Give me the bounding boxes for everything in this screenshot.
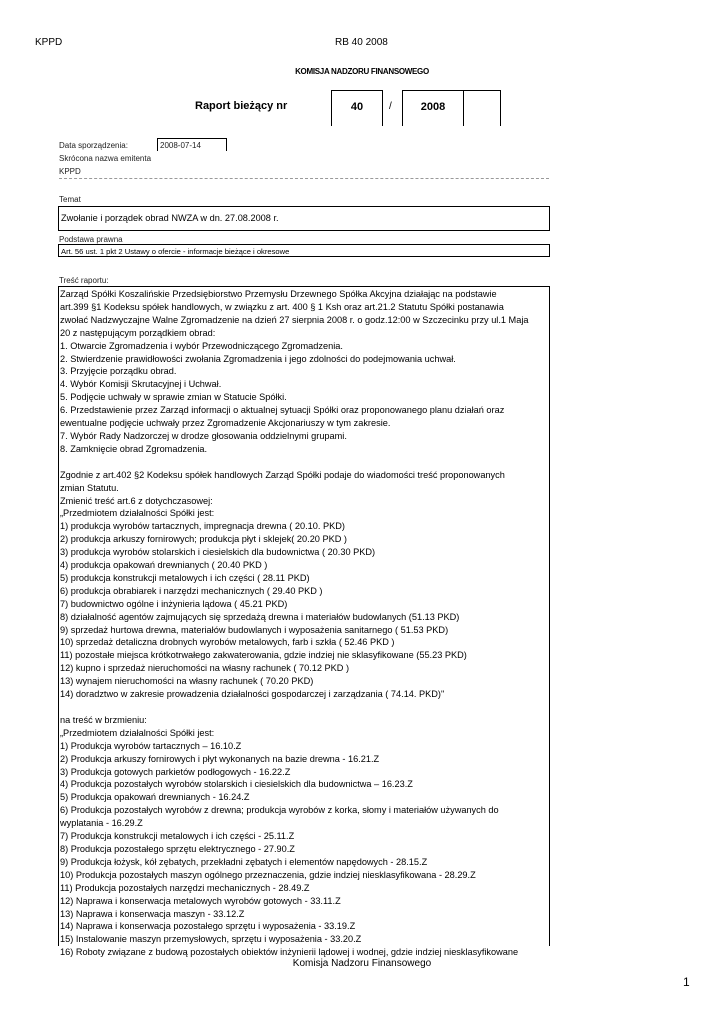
report-content-line: 9) sprzedaż hurtowa drewna, materiałów budowlanych i wyposażenia sanitarnego ( 51.53 PKD) — [60, 624, 449, 635]
page-number: 1 — [683, 975, 690, 989]
page-header-center: RB 40 2008 — [335, 37, 388, 48]
report-content-line: 4) produkcja opakowań drewnianych ( 20.40 PKD ) — [60, 560, 268, 571]
report-year-box — [402, 90, 464, 126]
report-content-line: 8. Zamknięcie obrad Zgromadzenia. — [60, 443, 208, 454]
report-content-line: 1. Otwarcie Zgromadzenia i wybór Przewodniczącego Zgromadzenia. — [60, 340, 343, 351]
report-content-line: „Przedmiotem działalności Spółki jest: — [60, 727, 215, 738]
issuer-short-value: KPPD — [59, 167, 81, 176]
report-content-line — [60, 701, 549, 714]
report-content-line: 1) Produkcja wyrobów tartacznych – 16.10.Z — [60, 740, 242, 751]
report-content-line: 6) produkcja obrabiarek i narzędzi mechanicznych ( 29.40 PKD ) — [60, 585, 323, 596]
issuer-short-label: Skrócona nazwa emitenta — [59, 154, 152, 163]
report-content-line: 2) produkcja arkuszy fornirowych; produkcja płyt i sklejek( 20.20 PKD ) — [60, 534, 347, 545]
report-year: 2008 — [420, 101, 446, 113]
report-content-line: ewentualne podjęcie uchwały przez Zgromadzenie Akcjonariuszy w tym zakresie. — [60, 418, 391, 429]
report-content-line: zwołać Nadzwyczajne Walne Zgromadzenie na dzień 27 sierpnia 2008 r. o godz.12:00 w Szczecinku przy ul.1 Maja — [60, 314, 529, 325]
report-content-line: 8) działalność agentów zajmujących się sprzedażą drewna i materiałów budowlanych (51.13 PKD) — [60, 611, 460, 622]
report-content-line: 2. Stwierdzenie prawidłowości zwołania Zgromadzenia i jego zdolności do podejmowania uchwał. — [60, 353, 456, 364]
report-number: 40 — [350, 101, 364, 113]
report-extra-box — [464, 90, 501, 126]
report-content-line: 2) Produkcja arkuszy fornirowych i płyt wykonanych na bazie drewna - 16.21.Z — [60, 753, 380, 764]
page-header-left: KPPD — [35, 37, 63, 48]
report-content-line: 8) Produkcja pozostałego sprzętu elektrycznego - 27.90.Z — [60, 843, 295, 854]
report-content-line: „Przedmiotem działalności Spółki jest: — [60, 508, 215, 519]
report-content-line: 5) produkcja konstrukcji metalowych i ich części ( 28.11 PKD) — [60, 572, 310, 583]
report-content-line: 6. Przedstawienie przez Zarząd informacji o aktualnej sytuacji Spółki oraz proponowanego planu działań oraz — [60, 405, 505, 416]
legal-basis-value: Art. 56 ust. 1 pkt 2 Ustawy o ofercie - informacje bieżące i okresowe — [58, 244, 550, 257]
report-content-line: 14) Naprawa i konserwacja pozostałego sprzętu i wyposażenia - 33.19.Z — [60, 921, 356, 932]
report-content-line: 20 z następującym porządkiem obrad: — [60, 327, 216, 338]
report-content-line: 13) wynajem nieruchomości na własny rachunek ( 70.20 PKD) — [60, 676, 314, 687]
report-content-label: Treść raportu: — [59, 276, 109, 285]
report-content-line: 3) Produkcja gotowych parkietów podłogowych - 16.22.Z — [60, 766, 291, 777]
report-content-line — [60, 456, 549, 469]
subject-label: Temat — [59, 195, 81, 204]
report-content-line: 14) doradztwo w zakresie prowadzenia działalności gospodarczej i zarządzania ( 74.14. PKD)" — [60, 689, 445, 700]
report-content-line: 11) pozostałe miejsca krótkotrwałego zakwaterowania, gdzie indziej nie sklasyfikowane (55.23 PKD) — [60, 650, 467, 661]
report-content-line: 6) Produkcja pozostałych wyrobów z drewna; produkcja wyrobów z korka, słomy i materiałów używanych do — [60, 805, 499, 816]
report-content-line: 7) budownictwo ogólne i inżynieria lądowa ( 45.21 PKD) — [60, 598, 288, 609]
subject-value: Zwołanie i porządek obrad NWZA w dn. 27.08.2008 r. — [58, 206, 550, 231]
report-content-box — [58, 286, 550, 958]
date-value: 2008-07-14 — [157, 138, 227, 151]
report-separator: / — [389, 101, 392, 112]
report-content-line: 10) Produkcja pozostałych maszyn ogólnego przeznaczenia, gdzie indziej niesklasyfikowana - 28.29.Z — [60, 869, 476, 880]
legal-basis-label: Podstawa prawna — [59, 235, 123, 244]
report-content-line: 3. Przyjęcie porządku obrad. — [60, 366, 177, 377]
report-content-line: 3) produkcja wyrobów stolarskich i ciesielskich dla budownictwa ( 20.30 PKD) — [60, 547, 376, 558]
report-content-line: na treść w brzmieniu: — [60, 714, 147, 725]
report-content-line: 12) Naprawa i konserwacja metalowych wyrobów gotowych - 33.11.Z — [60, 895, 341, 906]
report-content-line: 9) Produkcja łożysk, kół zębatych, przekładni zębatych i elementów napędowych - 28.15.Z — [60, 856, 428, 867]
report-content-line: 7. Wybór Rady Nadzorczej w drodze głosowania oddzielnymi grupami. — [60, 430, 347, 441]
report-content-line: art.399 §1 Kodeksu spółek handlowych, w związku z art. 400 § 1 Ksh oraz art.21.2 Statutu Spółki postanawia — [60, 301, 504, 312]
report-content-line: 15) Instalowanie maszyn przemysłowych, sprzętu i wyposażenia - 33.20.Z — [60, 934, 362, 945]
commission-title: KOMISJA NADZORU FINANSOWEGO — [295, 67, 429, 76]
report-content-line: 12) kupno i sprzedaż nieruchomości na własny rachunek ( 70.12 PKD ) — [60, 663, 350, 674]
report-content-line: 5) Produkcja opakowań drewnianych - 16.24.Z — [60, 792, 250, 803]
report-content-line: 16) Roboty związane z budową pozostałych obiektów inżynierii lądowej i wodnej, gdzie indziej niesklasyfikowane — [60, 947, 519, 958]
report-content-line: Zmienić treść art.6 z dotychczasowej: — [60, 495, 213, 506]
report-number-box — [331, 90, 383, 126]
date-label: Data sporządzenia: — [59, 141, 128, 150]
report-content-line: 4) Produkcja pozostałych wyrobów stolarskich i ciesielskich dla budownictwa – 16.23.Z — [60, 779, 413, 790]
report-content-line: 10) sprzedaż detaliczna drobnych wyrobów metalowych, farb i szkła ( 52.46 PKD ) — [60, 637, 395, 648]
report-content-line: 4. Wybór Komisji Skrutacyjnej i Uchwał. — [60, 379, 222, 390]
report-content-line: wyplatania - 16.29.Z — [60, 818, 143, 829]
report-content-line: Zarząd Spółki Koszalińskie Przedsiębiorstwo Przemysłu Drzewnego Spółka Akcyjna działając na podstawie — [60, 289, 497, 299]
report-heading-label: Raport bieżący nr — [195, 100, 288, 112]
report-content-line: 1) produkcja wyrobów tartacznych, impregnacja drewna ( 20.10. PKD) — [60, 521, 345, 532]
report-content-line: 7) Produkcja konstrukcji metalowych i ich części - 25.11.Z — [60, 831, 295, 842]
report-content-line: Zgodnie z art.402 §2 Kodeksu spółek handlowych Zarząd Spółki podaje do wiadomości treść proponowanych — [60, 469, 505, 480]
report-content-line: 11) Produkcja pozostałych narzędzi mechanicznych - 28.49.Z — [60, 882, 310, 893]
meta-divider — [59, 178, 549, 179]
report-content-line: 13) Naprawa i konserwacja maszyn - 33.12.Z — [60, 908, 245, 919]
report-content-line: zmian Statutu. — [60, 482, 119, 493]
footer-center: Komisja Nadzoru Finansowego — [292, 958, 432, 969]
report-content-line: 5. Podjęcie uchwały w sprawie zmian w Statucie Spółki. — [60, 392, 287, 403]
